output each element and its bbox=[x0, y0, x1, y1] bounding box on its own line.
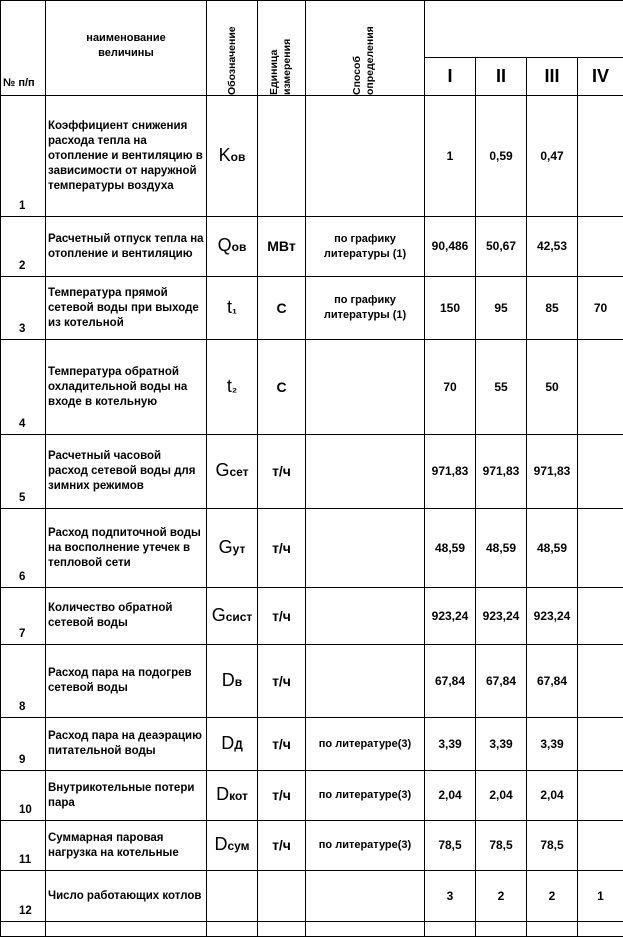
row-name: Температура прямой сетевой воды при выходе из котельной bbox=[46, 277, 207, 340]
row-value-mode-3: 48,59 bbox=[527, 509, 578, 588]
table-row bbox=[1, 588, 623, 645]
header-name bbox=[46, 1, 207, 96]
row-name: Коэффициент снижения расхода тепла на отопление и вентиляцию в зависимости от наружной температуры воздуха bbox=[46, 96, 207, 217]
row-value-mode-4 bbox=[578, 435, 623, 509]
symbol-letter: D bbox=[216, 784, 229, 804]
empty-cell bbox=[207, 922, 258, 937]
row-symbol bbox=[207, 509, 258, 588]
table-row bbox=[1, 96, 623, 217]
table-row bbox=[1, 509, 623, 588]
empty-row bbox=[1, 922, 623, 937]
row-method: по литературе(3) bbox=[306, 718, 425, 771]
row-value-mode-4 bbox=[578, 588, 623, 645]
table-row bbox=[1, 821, 623, 871]
row-number: 3 bbox=[1, 277, 46, 340]
row-unit: т/ч bbox=[258, 771, 306, 821]
row-name: Температура обратной охладительной воды на входе в котельную bbox=[46, 340, 207, 435]
row-value-mode-2: 55 bbox=[476, 340, 527, 435]
row-value-mode-2: 3,39 bbox=[476, 718, 527, 771]
table-row bbox=[1, 718, 623, 771]
row-value-mode-1: 78,5 bbox=[425, 821, 476, 871]
row-name: Расход пара на подогрев сетевой воды bbox=[46, 645, 207, 718]
empty-cell bbox=[1, 922, 46, 937]
row-value-mode-4 bbox=[578, 96, 623, 217]
row-value-mode-3: 3,39 bbox=[527, 718, 578, 771]
row-method: по графику литературы (1) bbox=[306, 217, 425, 277]
symbol-subscript: ов bbox=[232, 240, 247, 254]
row-method: по литературе(3) bbox=[306, 771, 425, 821]
row-unit: С bbox=[258, 277, 306, 340]
row-value-mode-1: 67,84 bbox=[425, 645, 476, 718]
row-value-mode-1: 923,24 bbox=[425, 588, 476, 645]
row-name: Количество обратной сетевой воды bbox=[46, 588, 207, 645]
row-name: Расход подпиточной воды на восполнение утечек в тепловой сети bbox=[46, 509, 207, 588]
row-unit: т/ч bbox=[258, 645, 306, 718]
row-number: 5 bbox=[1, 435, 46, 509]
row-method bbox=[306, 588, 425, 645]
row-number: 2 bbox=[1, 217, 46, 277]
row-value-mode-3: 42,53 bbox=[527, 217, 578, 277]
row-name: Суммарная паровая нагрузка на котельные bbox=[46, 821, 207, 871]
header-unit-text: Единица измерения bbox=[268, 1, 296, 95]
row-value-mode-2: 67,84 bbox=[476, 645, 527, 718]
row-symbol bbox=[207, 645, 258, 718]
row-value-mode-3: 50 bbox=[527, 340, 578, 435]
row-unit: МВт bbox=[258, 217, 306, 277]
symbol-letter: K bbox=[219, 145, 231, 165]
header-row-top bbox=[1, 1, 623, 58]
row-value-mode-1: 3 bbox=[425, 871, 476, 922]
row-value-mode-4: 1 bbox=[578, 871, 623, 922]
empty-cell bbox=[578, 922, 623, 937]
row-value-mode-1: 2,04 bbox=[425, 771, 476, 821]
row-unit: т/ч bbox=[258, 509, 306, 588]
row-value-mode-4 bbox=[578, 509, 623, 588]
header-mode-2: II bbox=[476, 58, 527, 96]
symbol-letter: D bbox=[222, 670, 235, 690]
row-name: Расчетный часовой расход сетевой воды для зимних режимов bbox=[46, 435, 207, 509]
row-value-mode-3: 2 bbox=[527, 871, 578, 922]
header-mode-4: IV bbox=[578, 58, 623, 96]
row-name: Расчетный отпуск тепла на отопление и вентиляцию bbox=[46, 217, 207, 277]
empty-cell bbox=[46, 922, 207, 937]
row-value-mode-4 bbox=[578, 340, 623, 435]
row-value-mode-3: 971,83 bbox=[527, 435, 578, 509]
header-method bbox=[306, 1, 425, 96]
row-value-mode-3: 85 bbox=[527, 277, 578, 340]
header-modes-group bbox=[425, 1, 623, 58]
row-symbol bbox=[207, 821, 258, 871]
header-designation-text: Обозначение bbox=[226, 1, 239, 95]
table-row bbox=[1, 771, 623, 821]
row-symbol bbox=[207, 718, 258, 771]
row-symbol bbox=[207, 340, 258, 435]
row-symbol bbox=[207, 588, 258, 645]
symbol-subscript: Д bbox=[234, 738, 243, 752]
header-mode-1: I bbox=[425, 58, 476, 96]
row-symbol bbox=[207, 435, 258, 509]
empty-cell bbox=[258, 922, 306, 937]
table-row bbox=[1, 435, 623, 509]
row-method: по литературе(3) bbox=[306, 821, 425, 871]
symbol-subscript: ов bbox=[231, 150, 246, 164]
symbol-letter: t bbox=[227, 376, 232, 396]
row-number: 1 bbox=[1, 96, 46, 217]
row-value-mode-4: 70 bbox=[578, 277, 623, 340]
row-value-mode-3: 78,5 bbox=[527, 821, 578, 871]
symbol-subscript: в bbox=[235, 675, 242, 689]
row-unit: т/ч bbox=[258, 435, 306, 509]
row-value-mode-2: 78,5 bbox=[476, 821, 527, 871]
row-value-mode-1: 70 bbox=[425, 340, 476, 435]
row-name: Внутрикотельные потери пара bbox=[46, 771, 207, 821]
empty-cell bbox=[306, 922, 425, 937]
row-number: 4 bbox=[1, 340, 46, 435]
row-value-mode-1: 971,83 bbox=[425, 435, 476, 509]
table-row bbox=[1, 277, 623, 340]
row-symbol bbox=[207, 217, 258, 277]
row-method bbox=[306, 96, 425, 217]
row-value-mode-2: 2,04 bbox=[476, 771, 527, 821]
row-number: 7 bbox=[1, 588, 46, 645]
symbol-letter: D bbox=[221, 733, 234, 753]
row-unit bbox=[258, 871, 306, 922]
symbol-letter: G bbox=[212, 605, 226, 625]
row-value-mode-3: 923,24 bbox=[527, 588, 578, 645]
row-unit: т/ч bbox=[258, 588, 306, 645]
header-method-text: Способ определения bbox=[351, 1, 379, 95]
row-value-mode-4 bbox=[578, 718, 623, 771]
row-number: 8 bbox=[1, 645, 46, 718]
row-value-mode-4 bbox=[578, 645, 623, 718]
row-value-mode-2: 95 bbox=[476, 277, 527, 340]
row-value-mode-1: 150 bbox=[425, 277, 476, 340]
row-value-mode-2: 0,59 bbox=[476, 96, 527, 217]
row-value-mode-4 bbox=[578, 821, 623, 871]
row-number: 10 bbox=[1, 771, 46, 821]
row-value-mode-2: 971,83 bbox=[476, 435, 527, 509]
row-method bbox=[306, 509, 425, 588]
row-method bbox=[306, 645, 425, 718]
symbol-letter: D bbox=[214, 834, 227, 854]
row-number: 11 bbox=[1, 821, 46, 871]
row-method bbox=[306, 435, 425, 509]
row-method bbox=[306, 871, 425, 922]
row-unit: т/ч bbox=[258, 821, 306, 871]
row-unit: т/ч bbox=[258, 718, 306, 771]
row-number: 12 bbox=[1, 871, 46, 922]
row-value-mode-3: 67,84 bbox=[527, 645, 578, 718]
symbol-letter: Q bbox=[218, 235, 232, 255]
empty-cell bbox=[476, 922, 527, 937]
symbol-letter: G bbox=[219, 537, 233, 557]
row-value-mode-4 bbox=[578, 771, 623, 821]
row-value-mode-2: 923,24 bbox=[476, 588, 527, 645]
table-row bbox=[1, 217, 623, 277]
row-symbol bbox=[207, 277, 258, 340]
row-unit: С bbox=[258, 340, 306, 435]
symbol-subscript: сист bbox=[226, 610, 253, 624]
symbol-subscript: ут bbox=[233, 542, 246, 556]
header-designation bbox=[207, 1, 258, 96]
table-row bbox=[1, 871, 623, 922]
empty-cell bbox=[527, 922, 578, 937]
row-method bbox=[306, 340, 425, 435]
row-unit bbox=[258, 96, 306, 217]
row-number: 9 bbox=[1, 718, 46, 771]
row-value-mode-2: 48,59 bbox=[476, 509, 527, 588]
row-value-mode-3: 0,47 bbox=[527, 96, 578, 217]
row-name: Число работающих котлов bbox=[46, 871, 207, 922]
header-num: № п/п bbox=[1, 1, 46, 96]
row-name: Расход пара на деаэрацию питательной воды bbox=[46, 718, 207, 771]
table-body bbox=[1, 1, 623, 937]
row-value-mode-4 bbox=[578, 217, 623, 277]
header-unit bbox=[258, 1, 306, 96]
table-row bbox=[1, 645, 623, 718]
row-value-mode-1: 3,39 bbox=[425, 718, 476, 771]
symbol-letter: G bbox=[215, 460, 229, 480]
symbol-subscript: ₁ bbox=[232, 302, 237, 316]
table-row bbox=[1, 340, 623, 435]
symbol-letter: t bbox=[227, 297, 232, 317]
row-value-mode-2: 2 bbox=[476, 871, 527, 922]
row-value-mode-3: 2,04 bbox=[527, 771, 578, 821]
row-number: 6 bbox=[1, 509, 46, 588]
empty-cell bbox=[425, 922, 476, 937]
symbol-subscript: сум bbox=[227, 839, 249, 853]
header-mode-3: III bbox=[527, 58, 578, 96]
row-value-mode-1: 48,59 bbox=[425, 509, 476, 588]
symbol-subscript: кот bbox=[229, 789, 248, 803]
header-name-text: наименование величины bbox=[71, 31, 181, 61]
row-value-mode-2: 50,67 bbox=[476, 217, 527, 277]
symbol-subscript: сет bbox=[229, 465, 248, 479]
row-value-mode-1: 90,486 bbox=[425, 217, 476, 277]
row-value-mode-1: 1 bbox=[425, 96, 476, 217]
row-symbol bbox=[207, 871, 258, 922]
row-method: по графику литературы (1) bbox=[306, 277, 425, 340]
row-symbol bbox=[207, 771, 258, 821]
row-symbol bbox=[207, 96, 258, 217]
symbol-subscript: ₂ bbox=[232, 381, 237, 395]
